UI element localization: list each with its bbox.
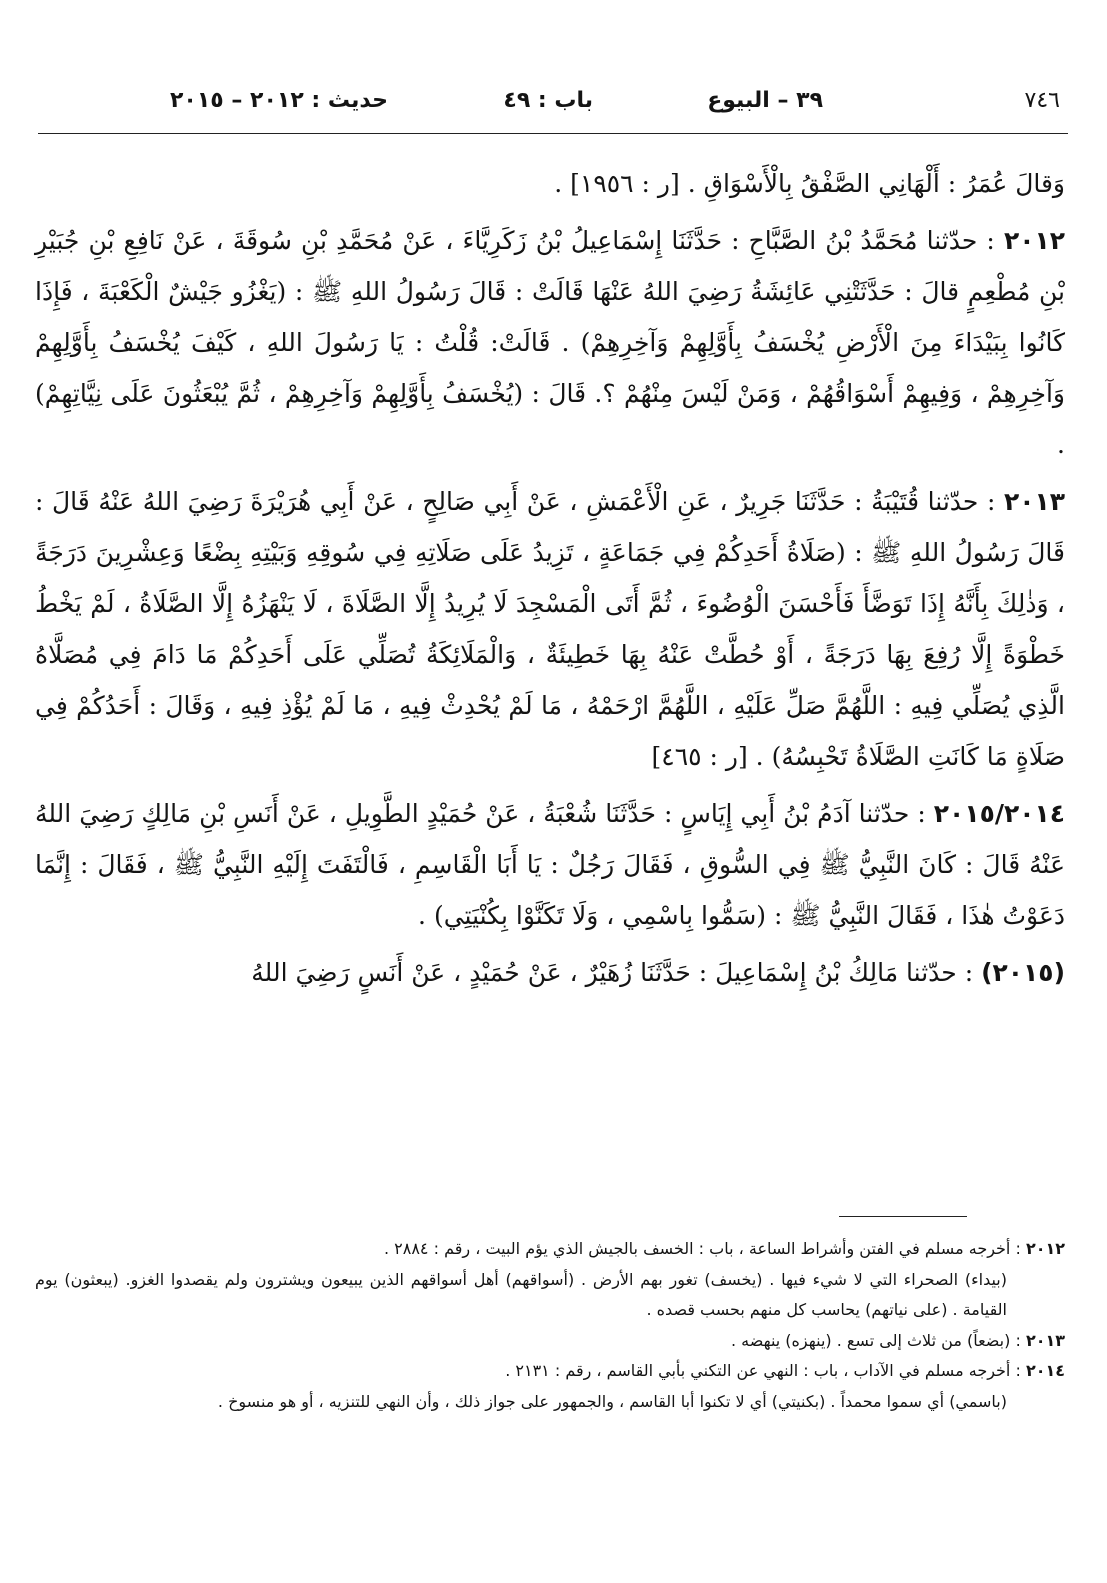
book-title: ٣٩ – البيوع — [707, 88, 823, 113]
hadith-text: : حدّثنا مَالِكُ بْنُ إِسْمَاعِيلَ : حَدَّثَنَا زُهَيْرٌ ، عَنْ حُمَيْدٍ ، عَنْ أَنَسٍ رَضِيَ اللهُ — [251, 958, 982, 987]
hadith-2015 — [35, 947, 1065, 998]
footnote-divider — [839, 1216, 967, 1217]
hadith-2014 — [35, 788, 1065, 941]
hadith-range: حديث : ٢٠١٢ – ٢٠١٥ — [170, 88, 388, 113]
footnote-number: ٢٠١٣ — [1025, 1330, 1065, 1350]
intro-paragraph: وَقالَ عُمَرُ : أَلْهَانِي الصَّفْقُ بِالْأَسْوَاقِ . [ر : ١٩٥٦] . — [554, 169, 1065, 198]
hadith-text: : حدّثنا آدَمُ بْنُ أَبِي إِيَاسٍ : حَدَّثَنَا شُعْبَةُ ، عَنْ حُمَيْدٍ الطَّوِيلِ ، عَنْ أَنَسِ بْنِ مَالِكٍ رَضِيَ اللهُ عَنْهُ قَالَ : كَانَ النَّبِيُّ ﷺ فِي السُّوقِ ، فَقَالَ رَجُلٌ : يَا أَبَا الْقَاسِمِ ، فَالْتَفَتَ إِلَيْهِ النَّبِيُّ ﷺ ، فَقَالَ : إِنَّمَا دَعَوْتُ هٰذَا ، فَقَالَ النَّبِيُّ ﷺ : (سَمُّوا بِاسْمِي ، وَلَا تَكَنَّوْا بِكُنْيَتِي) . — [35, 799, 1065, 930]
footnote-number: ٢٠١٤ — [1025, 1361, 1065, 1380]
footnote-text: : أخرجه مسلم في الفتن وأشراط الساعة ، باب : الخسف بالجيش الذي يؤم البيت ، رقم : ٢٨٨٤ . — [383, 1239, 1026, 1258]
hadith-number: ٢٠١٢ — [1003, 226, 1065, 255]
footnote-2013 — [35, 1326, 1065, 1357]
header-divider — [38, 133, 1068, 134]
footnote-2012 — [35, 1234, 1065, 1265]
main-text — [35, 158, 1065, 998]
footnotes — [35, 1234, 1065, 1417]
hadith-2013 — [35, 476, 1065, 782]
hadith-text: : حدّثنا قُتَيْبَةُ : حَدَّثَنَا جَرِيرٌ ، عَنِ الْأَعْمَشِ ، عَنْ أَبِي صَالِحٍ ، عَنْ أَبِي هُرَيْرَةَ رَضِيَ اللهُ عَنْهُ قَالَ : قَالَ رَسُولُ اللهِ ﷺ : (صَلَاةُ أَحَدِكُمْ فِي جَمَاعَةٍ ، تَزِيدُ عَلَى صَلَاتِهِ فِي سُوقِهِ وَبَيْتِهِ بِضْعًا وَعِشْرِينَ دَرَجَةً ، وَذٰلِكَ بِأَنَّهُ إِذَا تَوَضَّأَ فَأَحْسَنَ الْوُضُوءَ ، ثُمَّ أَتَى الْمَسْجِدَ لَا يُرِيدُ إِلَّا الصَّلَاةَ ، لَا يَنْهَزُهُ إِلَّا الصَّلَاةُ ، لَمْ يَخْطُ خَطْوَةً إِلَّا رُفِعَ بِهَا دَرَجَةً ، أَوْ حُطَّتْ عَنْهُ بِهَا خَطِيئَةٌ ، وَالْمَلَائِكَةُ تُصَلِّي عَلَى أَحَدِكُمْ مَا دَامَ فِي مُصَلَّاهُ الَّذِي يُصَلِّي فِيهِ : اللَّهُمَّ صَلِّ عَلَيْهِ ، اللَّهُمَّ ارْحَمْهُ ، مَا لَمْ يُحْدِثْ فِيهِ ، مَا لَمْ يُؤْذِ فِيهِ ، وَقَالَ : أَحَدُكُمْ فِي صَلَاةٍ مَا كَانَتِ الصَّلَاةُ تَحْبِسُهُ) . [ر : ٤٦٥] — [35, 487, 1065, 771]
hadith-text: : حدّثنا مُحَمَّدُ بْنُ الصَّبَّاحِ : حَدَّثَنَا إِسْمَاعِيلُ بْنُ زَكَرِيَّاءَ ، عَنْ مُحَمَّدِ بْنِ سُوقَةَ ، عَنْ نَافِعِ بْنِ جُبَيْرِ بْنِ مُطْعِمٍ قالَ : حَدَّثَتْنِي عَائِشَةُ رَضِيَ اللهُ عَنْهَا قَالَتْ : قَالَ رَسُولُ اللهِ ﷺ : (يَغْزُو جَيْشٌ الْكَعْبَةَ ، فَإِذَا كَانُوا بِبَيْدَاءَ مِنَ الْأَرْضِ يُخْسَفُ بِأَوَّلِهِمْ وَآخِرِهِمْ) . قَالَتْ: قُلْتُ : يَا رَسُولَ اللهِ ، كَيْفَ يُخْسَفُ بِأَوَّلِهِمْ وَآخِرِهِمْ ، وَفِيهِمْ أَسْوَاقُهُمْ ، وَمَنْ لَيْسَ مِنْهُمْ ؟. قَالَ : (يُخْسَفُ بِأَوَّلِهِمْ وَآخِرِهِمْ ، ثُمَّ يُبْعَثُونَ عَلَى نِيَّاتِهِمْ) . — [35, 226, 1065, 459]
footnote-text: : (بضعاً) من ثلاث إلى تسع . (ينهزه) ينهضه . — [730, 1330, 1026, 1350]
hadith-number: (٢٠١٥) — [981, 958, 1065, 987]
chapter-label: باب : ٤٩ — [503, 88, 593, 113]
page-number: ٧٤٦ — [1024, 88, 1060, 113]
footnote-2014 — [35, 1356, 1065, 1387]
footnote-text: : أخرجه مسلم في الآداب ، باب : النهي عن التكني بأبي القاسم ، رقم : ٢١٣١ . — [505, 1361, 1026, 1380]
running-header — [38, 82, 1068, 122]
footnote-number: ٢٠١٢ — [1025, 1239, 1065, 1258]
hadith-number: ٢٠١٥/٢٠١٤ — [933, 799, 1065, 828]
footnote-gloss-2012: (بيداء) الصحراء التي لا شيء فيها . (يخسف) تغور بهم الأرض . (أسواقهم) أهل أسواقهم الذين يبيعون ويشترون ولم يقصدوا الغزو. (يبعثون) يوم القيامة . (على نياتهم) يحاسب كل منهم بحسب قصده . — [35, 1269, 1007, 1319]
hadith-number: ٢٠١٣ — [1003, 487, 1065, 516]
footnote-gloss-2014: (باسمي) أي سموا محمداً . (بكنيتي) أي لا تكنوا أبا القاسم ، والجمهور على جواز ذلك ، وأن النهي للتنزيه ، أو هو منسوخ . — [217, 1391, 1007, 1411]
hadith-2012 — [35, 215, 1065, 470]
